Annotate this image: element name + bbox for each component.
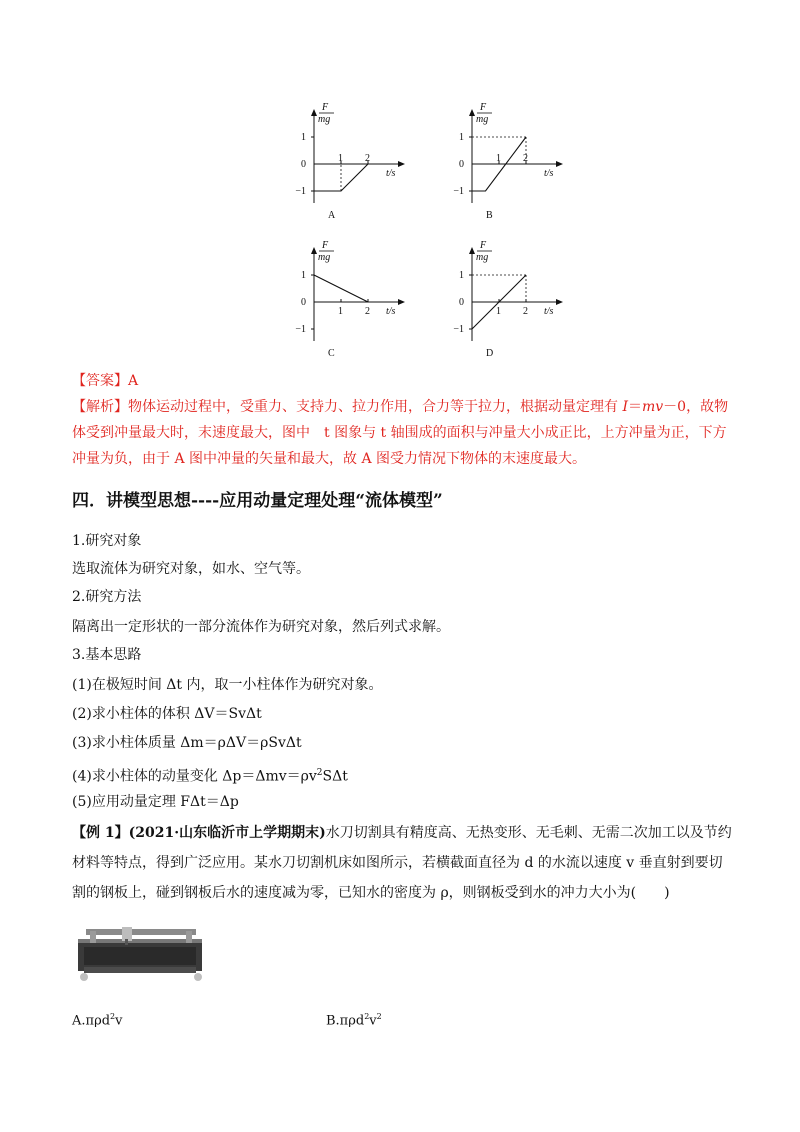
- graph-a: [282, 100, 442, 230]
- graph-d-svg: [440, 238, 600, 368]
- y-tick-label: −1: [453, 186, 464, 197]
- option-a-prefix: A.πρd: [72, 1013, 111, 1029]
- eq-equals: ＝: [627, 399, 642, 415]
- eq-impulse: I: [622, 399, 628, 415]
- option-b-sup2: 2: [376, 1012, 382, 1021]
- graph-caption-d: D: [486, 348, 494, 359]
- analysis-label: 【解析】: [72, 399, 128, 415]
- answer-label: 【答案】: [72, 373, 128, 389]
- x-axis-arrow: [398, 161, 405, 167]
- graph-caption-a: A: [328, 210, 336, 221]
- x-axis-label: t/s: [386, 306, 396, 317]
- answer-line: [72, 371, 740, 391]
- graph-b-svg: [440, 100, 600, 230]
- y-tick-label: 0: [301, 297, 306, 308]
- analysis-line-1: [72, 397, 740, 417]
- graph-caption-c: C: [328, 348, 335, 359]
- example-label: 【例 1】: [72, 825, 129, 841]
- step-4-sup: 2: [316, 768, 323, 778]
- option-a-var: v: [115, 1013, 123, 1029]
- y-label-bottom: mg: [318, 114, 331, 125]
- eq-momentum: mv: [641, 399, 664, 415]
- step-2: (2)求小柱体的体积 ΔV＝SvΔt: [72, 706, 262, 722]
- y-tick-label: −1: [295, 324, 306, 335]
- analysis-line-3: 冲量为负，由于 A 图中冲量的矢量和最大，故 A 图受力情况下物体的末速度最大。: [72, 451, 587, 467]
- y-label-bottom: mg: [476, 252, 489, 263]
- y-tick-label: −1: [453, 324, 464, 335]
- y-tick-label: 1: [301, 132, 306, 143]
- x-tick-label: 2: [365, 153, 370, 164]
- eq-end: －0，故物: [663, 399, 729, 415]
- s3-title: 3.基本思路: [72, 647, 142, 663]
- graph-caption-b: B: [486, 210, 493, 221]
- graph-line-c: [314, 275, 368, 302]
- analysis-text-1: 物体运动过程中，受重力、支持力、拉力作用，合力等于拉力，根据动量定理有: [128, 399, 623, 415]
- y-label-top: F: [322, 240, 329, 251]
- option-b-sup1: 2: [364, 1012, 370, 1021]
- y-tick-label: 0: [459, 159, 464, 170]
- graph-c: [282, 238, 442, 368]
- example-line-2: 材料等特点，得到广泛应用。某水刀切割机床如图所示，若横截面直径为 d 的水流以速度 v 垂直射到要切: [72, 855, 723, 871]
- x-tick-label: 1: [496, 306, 501, 317]
- y-tick-label: 1: [301, 270, 306, 281]
- y-axis-arrow: [469, 247, 475, 254]
- step-5: (5)应用动量定理 FΔt＝Δp: [72, 794, 239, 810]
- x-axis-arrow: [556, 299, 563, 305]
- x-axis-label: t/s: [386, 168, 396, 179]
- y-label-top: F: [322, 102, 329, 113]
- x-axis-arrow: [556, 161, 563, 167]
- y-label-bottom: mg: [476, 114, 489, 125]
- analysis-line-2: 体受到冲量最大时，末速度最大，图中 t 图象与 t 轴围成的面积与冲量大小成正比，上方冲量为正，下方: [72, 425, 727, 441]
- graph-b: [440, 100, 600, 230]
- step-3: (3)求小柱体质量 Δm＝ρΔV＝ρSvΔt: [72, 735, 302, 751]
- x-axis-label: t/s: [544, 168, 554, 179]
- answer-value: A: [128, 373, 139, 389]
- y-label-top: F: [480, 102, 487, 113]
- example-line-1: [72, 823, 740, 843]
- option-b[interactable]: [326, 1012, 382, 1028]
- y-axis-arrow: [311, 247, 317, 254]
- waterjet-machine-image: [74, 925, 208, 983]
- y-axis-arrow: [311, 109, 317, 116]
- x-tick-label: 1: [338, 306, 343, 317]
- x-tick-label: 1: [496, 153, 501, 164]
- option-a-sup: 2: [110, 1012, 116, 1021]
- step-4-text: (4)求小柱体的动量变化 Δp＝Δmv＝ρv: [72, 768, 317, 785]
- s1-title: 1.研究对象: [72, 533, 142, 549]
- example-text-1: 水刀切割具有精度高、无热变形、无毛刺、无需二次加工以及节约: [325, 825, 732, 841]
- s1-body: 选取流体为研究对象，如水、空气等。: [72, 561, 310, 577]
- graph-a-svg: [282, 100, 442, 230]
- graph-c-svg: [282, 238, 442, 368]
- step-4: [72, 763, 740, 787]
- s2-body: 隔离出一定形状的一部分流体作为研究对象，然后列式求解。: [72, 619, 450, 635]
- x-tick-label: 2: [523, 153, 528, 164]
- x-axis-label: t/s: [544, 306, 554, 317]
- x-tick-label: 1: [338, 153, 343, 164]
- step-1: (1)在极短时间 Δt 内，取一小柱体作为研究对象。: [72, 677, 383, 693]
- section-title: 四．讲模型思想----应用动量定理处理“流体模型”: [72, 491, 443, 511]
- step-4-tail: SΔt: [322, 768, 348, 785]
- y-tick-label: 0: [459, 297, 464, 308]
- option-b-var: v: [369, 1013, 377, 1029]
- x-tick-label: 2: [523, 306, 528, 317]
- s2-title: 2.研究方法: [72, 589, 142, 605]
- y-tick-label: −1: [295, 186, 306, 197]
- y-tick-label: 1: [459, 132, 464, 143]
- y-tick-label: 1: [459, 270, 464, 281]
- option-a[interactable]: [72, 1012, 122, 1028]
- y-tick-label: 0: [301, 159, 306, 170]
- example-source: (2021·山东临沂市上学期期末): [128, 825, 326, 841]
- x-axis-arrow: [398, 299, 405, 305]
- option-b-prefix: B.πρd: [326, 1013, 365, 1029]
- y-label-bottom: mg: [318, 252, 331, 263]
- example-line-3: 割的钢板上，碰到钢板后水的速度减为零，已知水的密度为 ρ，则钢板受到水的冲力大小为( ): [72, 885, 670, 901]
- graph-d: [440, 238, 600, 368]
- x-tick-label: 2: [365, 306, 370, 317]
- y-axis-arrow: [469, 109, 475, 116]
- y-label-top: F: [480, 240, 487, 251]
